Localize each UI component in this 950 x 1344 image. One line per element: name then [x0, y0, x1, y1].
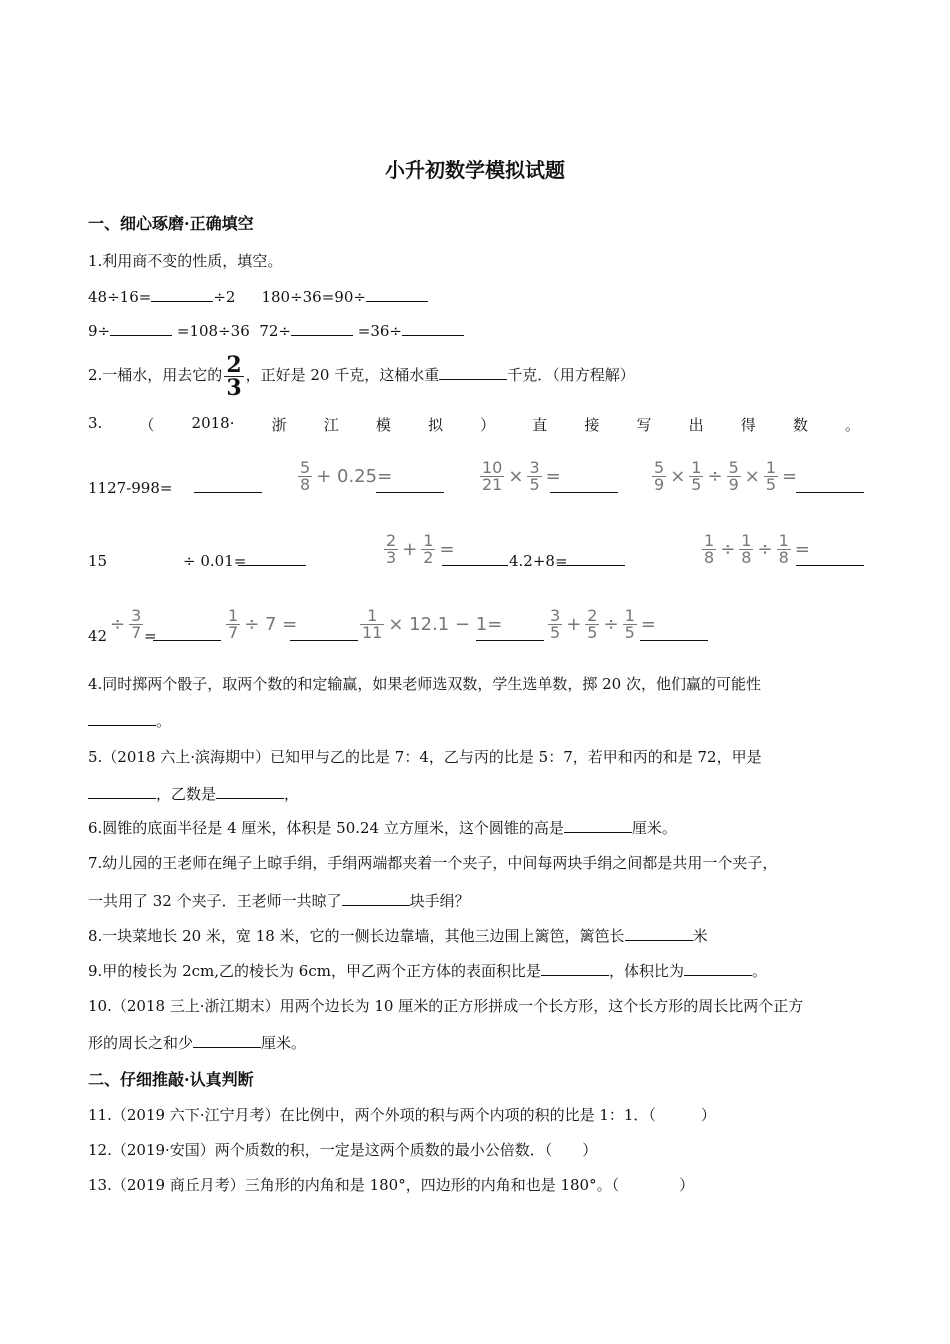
answer-blank[interactable]	[290, 626, 358, 641]
question-1-line-2	[88, 321, 464, 341]
question-3-header	[88, 414, 860, 435]
question-9	[88, 961, 767, 981]
divide-sign: ÷	[720, 539, 736, 560]
frac-numerator: 1	[360, 608, 384, 625]
fraction	[727, 460, 741, 493]
q3-head-token: 。	[844, 416, 860, 434]
question-4-line-1: 4.同时掷两个骰子，取两个数的和定输赢，如果老师选双数，学生选单数，掷 20 次，他们赢的可能性	[88, 675, 761, 693]
section-heading-judge: 二、仔细推敲·认真判断	[88, 1070, 254, 1089]
fraction	[421, 533, 435, 566]
question-12: 12.（2019·安国）两个质数的积，一定是这两个质数的最小公倍数．（ ）	[88, 1141, 598, 1159]
fraction	[702, 533, 716, 566]
q3-expr-9a: 42	[88, 627, 108, 645]
question-1-line-1	[88, 287, 428, 307]
q3-expr-7: 4.2+8=	[509, 552, 568, 570]
question-8	[88, 926, 708, 946]
frac-denominator: 8	[300, 475, 311, 494]
times-sign: ×	[508, 466, 524, 487]
fraction	[226, 608, 240, 641]
question-6	[88, 818, 677, 838]
fraction	[689, 460, 703, 493]
q10-text-b: 形的周长之和少	[88, 1034, 194, 1052]
q3-expr-10	[224, 608, 299, 641]
fraction	[739, 533, 753, 566]
question-10-line-2	[88, 1033, 306, 1053]
frac-denominator: 9	[728, 475, 739, 494]
question-2	[88, 352, 635, 399]
answer-blank[interactable]	[216, 784, 284, 799]
q3-head-token: 浙	[271, 416, 287, 434]
q1-expr-c: 180÷36=90÷	[261, 288, 366, 306]
q3-head-token: 接	[584, 416, 600, 434]
frac-denominator: 21	[482, 475, 503, 494]
q4-end: 。	[156, 712, 172, 730]
answer-blank[interactable]	[110, 321, 172, 336]
q3-head-token: ）	[480, 416, 496, 434]
expr-rest: + 0.25=	[316, 466, 393, 487]
divide-sign: ÷	[757, 539, 773, 560]
question-10-line-1: 10.（2018 三上·浙江期末）用两个边长为 10 厘米的正方形拼成一个长方形，这个长方形的周长比两个正方	[88, 997, 804, 1015]
q6-text-b: 厘米。	[631, 819, 677, 837]
frac-numerator: 1	[624, 606, 635, 625]
frac-denominator: 5	[691, 475, 702, 494]
frac-numerator: 1	[704, 531, 715, 550]
q3-head-token: 出	[688, 416, 704, 434]
frac-denominator: 9	[654, 475, 665, 494]
q1-expr-g: =36÷	[357, 322, 402, 340]
answer-blank[interactable]	[625, 926, 693, 941]
question-7-line-2	[88, 891, 470, 911]
answer-blank[interactable]	[439, 365, 507, 380]
frac-numerator: 1	[423, 531, 434, 550]
fraction	[298, 460, 312, 493]
q3-head-token: 江	[323, 416, 339, 434]
answer-blank[interactable]	[557, 551, 625, 566]
frac-denominator: 3	[386, 548, 397, 567]
frac-numerator: 3	[529, 458, 540, 477]
answer-blank[interactable]	[402, 321, 464, 336]
divide-sign: ÷	[603, 614, 619, 635]
answer-blank[interactable]	[796, 551, 864, 566]
q8-text-a: 8.一块菜地长 20 米，宽 18 米，它的一侧长边靠墙，其他三边围上篱笆，篱笆长	[88, 927, 625, 945]
q3-head-token: 直	[532, 416, 548, 434]
frac-denominator: 2	[423, 548, 434, 567]
q3-head-token: 得	[740, 416, 756, 434]
expr-rest: ÷ 7 =	[244, 614, 298, 635]
q1-expr-b: ÷2	[213, 288, 236, 306]
q3-expr-4	[650, 460, 799, 493]
q3-expr-5b: ÷ 0.01=	[183, 552, 247, 570]
answer-blank[interactable]	[151, 287, 213, 302]
q3-head-token: 拟	[427, 416, 443, 434]
frac-denominator: 5	[765, 475, 777, 494]
frac-numerator: 5	[654, 458, 665, 477]
fraction	[585, 608, 599, 641]
answer-blank[interactable]	[476, 626, 544, 641]
answer-blank[interactable]	[291, 321, 353, 336]
equals-sign: =	[439, 539, 455, 560]
fraction	[480, 460, 504, 493]
times-sign: ×	[670, 466, 686, 487]
frac-numerator: 1	[741, 531, 752, 550]
frac-denominator: 5	[587, 623, 598, 642]
answer-blank[interactable]	[550, 478, 618, 493]
frac-denominator: 7	[131, 623, 142, 642]
q6-text-a: 6.圆锥的底面半径是 4 厘米，体积是 50.24 立方厘米，这个圆锥的高是	[88, 819, 564, 837]
frac-numerator: 3	[131, 606, 142, 625]
frac-numerator: 1	[228, 606, 239, 625]
q5-text-b: ，乙数是	[156, 785, 217, 803]
answer-blank[interactable]	[796, 478, 864, 493]
frac-denominator: 11	[362, 623, 383, 642]
fraction	[764, 460, 778, 493]
frac-denominator: 5	[529, 475, 540, 494]
fraction	[384, 533, 398, 566]
frac-numerator: 2	[587, 606, 598, 625]
q1-expr-f: 72÷	[259, 322, 291, 340]
q3-head-token: 数	[792, 416, 808, 434]
plus-sign: +	[402, 539, 418, 560]
fraction	[623, 608, 637, 641]
section-heading-fill-in: 一、细心琢磨·正确填空	[88, 214, 254, 233]
equals-sign: =	[545, 466, 561, 487]
fraction	[652, 460, 666, 493]
q5-text-c: ，	[284, 785, 300, 803]
plus-sign: +	[566, 614, 582, 635]
q10-text-c: 厘米。	[261, 1034, 307, 1052]
q7-text-c: 块手绢？	[409, 892, 470, 910]
answer-blank[interactable]	[541, 961, 609, 976]
fraction	[548, 608, 562, 641]
q1-expr-e: =108÷36	[176, 322, 250, 340]
question-5-line-2	[88, 784, 299, 804]
answer-blank[interactable]	[153, 626, 221, 641]
question-4-line-2	[88, 711, 171, 731]
answer-blank[interactable]	[366, 287, 428, 302]
frac-numerator: 2	[386, 531, 397, 550]
answer-blank[interactable]	[88, 711, 156, 726]
q2-text-a: 2.一桶水，用去它的	[88, 366, 223, 384]
answer-blank[interactable]	[194, 478, 262, 493]
q3-head-token: 3.	[88, 414, 103, 432]
frac-denominator: 7	[228, 623, 239, 642]
answer-blank[interactable]	[88, 784, 156, 799]
answer-blank[interactable]	[684, 961, 752, 976]
q9-text-c: 。	[751, 962, 767, 980]
q3-head-token: （	[139, 416, 155, 434]
fraction	[777, 533, 791, 566]
q9-text-a: 9.甲的棱长为 2cm,乙的棱长为 6cm，甲乙两个正方体的表面积比是	[88, 962, 541, 980]
answer-blank[interactable]	[442, 551, 508, 566]
q1-expr-d: 9÷	[88, 322, 111, 340]
page-title: 小升初数学模拟试题	[385, 158, 565, 182]
question-13: 13.（2019 商丘月考）三角形的内角和是 180°，四边形的内角和也是 180°。（ ）	[88, 1176, 695, 1194]
q3-eq-9: =	[144, 627, 157, 645]
q7-text-b: 一共用了 32 个夹子．王老师一共晾了	[88, 892, 342, 910]
question-1-text: 1.利用商不变的性质，填空。	[88, 252, 283, 270]
fraction	[527, 460, 541, 493]
frac-numerator: 10	[482, 458, 503, 477]
fraction	[129, 608, 143, 641]
frac-denominator: 5	[624, 623, 635, 642]
frac-numerator: 5	[300, 458, 311, 477]
question-5-line-1: 5.（2018 六上·滨海期中）已知甲与乙的比是 7：4，乙与丙的比是 5：7，若甲和丙的和是 72，甲是	[88, 748, 762, 766]
frac-numerator: 5	[728, 458, 739, 477]
q2-text-c: 千克．（用方程解）	[507, 366, 635, 384]
equals-sign: =	[794, 539, 810, 560]
q3-head-token: 模	[375, 416, 391, 434]
frac-numerator: 1	[765, 458, 777, 477]
q8-text-b: 米	[692, 927, 708, 945]
q9-text-b: ，体积比为	[608, 962, 684, 980]
frac-numerator: 1	[778, 531, 789, 550]
q1-expr-a: 48÷16=	[88, 288, 152, 306]
answer-blank[interactable]	[640, 626, 708, 641]
frac-numerator: 3	[550, 606, 561, 625]
frac-denominator: 8	[778, 548, 789, 567]
frac-denominator: 8	[741, 548, 752, 567]
q2-text-b: ，正好是 20 千克，这桶水重	[245, 366, 440, 384]
question-11: 11.（2019 六下·江宁月考）在比例中，两个外项的积与两个内项的积的比是 1：1．（ ）	[88, 1106, 716, 1124]
frac-denominator: 5	[550, 623, 561, 642]
question-7-line-1: 7.幼儿园的王老师在绳子上晾手绢，手绢两端都夹着一个夹子，中间每两块手绢之间都是共用一个夹子，	[88, 854, 778, 872]
q3-expr-9	[108, 608, 145, 641]
fraction	[360, 608, 384, 641]
frac-numerator: 2	[226, 351, 242, 378]
frac-numerator: 1	[691, 458, 702, 477]
q3-head-token: 2018·	[191, 414, 235, 432]
answer-blank[interactable]	[564, 818, 632, 833]
divide-sign: ÷	[110, 614, 126, 635]
answer-blank[interactable]	[342, 891, 410, 906]
q3-expr-1: 1127-998=	[88, 479, 173, 497]
expr-rest: × 12.1 − 1=	[388, 614, 503, 635]
q3-expr-5a: 15	[88, 552, 108, 570]
answer-blank[interactable]	[238, 551, 306, 566]
divide-sign: ÷	[707, 466, 723, 487]
times-sign: ×	[744, 466, 760, 487]
q3-head-token: 写	[636, 416, 652, 434]
equals-sign: =	[640, 614, 656, 635]
equals-sign: =	[782, 466, 798, 487]
fraction-two-thirds	[224, 351, 243, 401]
answer-blank[interactable]	[193, 1033, 261, 1048]
answer-blank[interactable]	[376, 478, 444, 493]
frac-denominator: 8	[704, 548, 715, 567]
frac-denominator: 3	[226, 374, 242, 401]
